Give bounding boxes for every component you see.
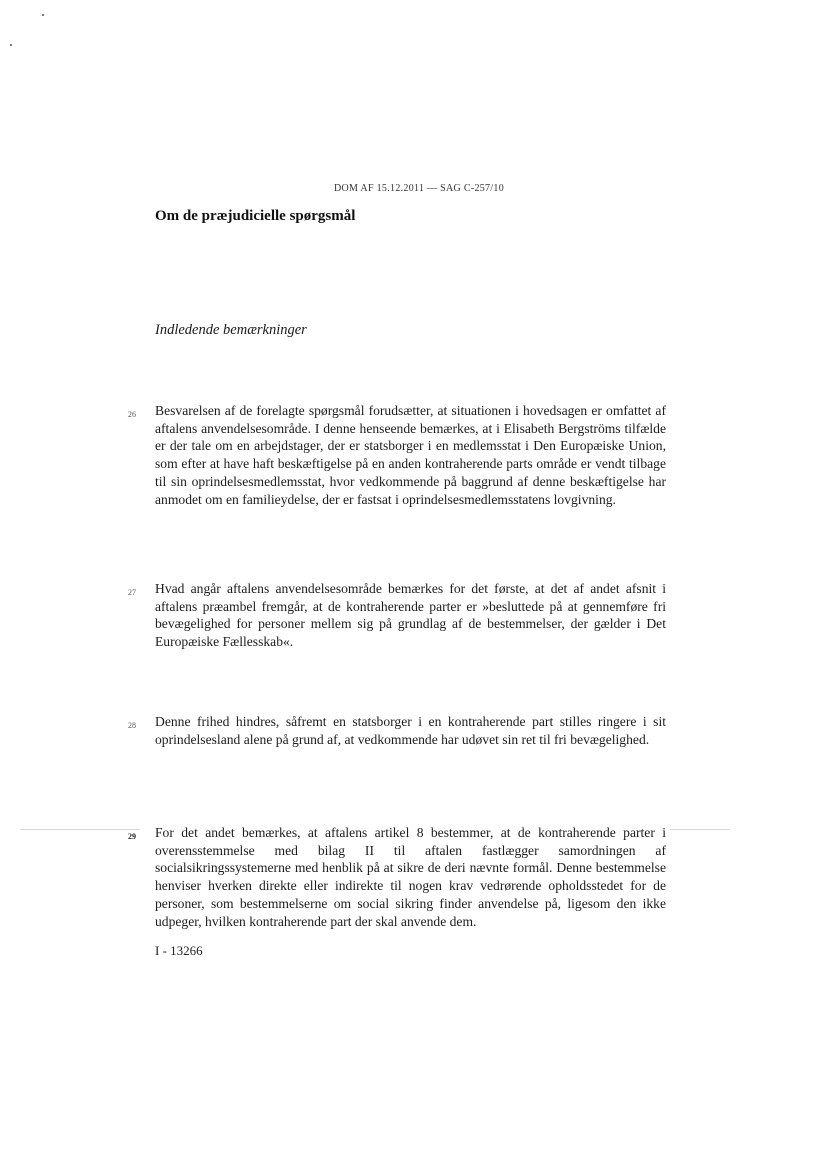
paragraph-number: 27 bbox=[128, 588, 136, 597]
page-number: I - 13266 bbox=[155, 943, 203, 958]
paragraph-text: Hvad angår aftalens anvendelsesområde bemærkes for det første, at det af andet afsnit i aftalens præambel fremgår, at de kontraherende parter er »besluttede på at gennemføre fri bevægelighed for personer mellem sig på grundlag af de bestemmelser, der gælder i Det Europæiske Fællesskab«. bbox=[155, 581, 666, 650]
section-title: Om de præjudicielle spørgsmål bbox=[155, 208, 356, 224]
paragraph-text: Besvarelsen af de forelagte spørgsmål forudsætter, at situationen i hovedsagen er omfattet af aftalens anvendelsesområde. I denne henseende bemærkes, at i Elisabeth Bergströms tilfælde er der tale om en arbejdstager, der er statsborger i en medlemsstat i Den Europæiske Union, som efter at have haft beskæftigelse på en anden kontraherende parts område er vendt tilbage til sin oprindelsesmedlemsstat, hvor vedkommende på baggrund af denne beskæftigelse har anmodet om en familieydelse, der er fastsat i oprindelsesmedlemsstatens lovgivning. bbox=[155, 403, 666, 507]
paragraph-number: 28 bbox=[128, 721, 136, 730]
scan-line bbox=[20, 829, 140, 830]
paragraph-text: For det andet bemærkes, at aftalens artikel 8 bestemmer, at de kontraherende parter i overensstemmelse med bilag II til aftalen fastlægger samordningen af socialsikringssystemerne med henblik på at sikre de deri nævnte formål. Denne bestemmelse henviser hverken direkte eller indirekte til nogen krav vedrørende opholdsstedet for de personer, som bestemmelserne om social sikring finder anvendelse på, ligesom den ikke udpeger, hvilken kontraherende part der skal anvende dem. bbox=[155, 825, 666, 929]
scan-speck bbox=[10, 44, 12, 46]
running-header: DOM AF 15.12.2011 — SAG C-257/10 bbox=[333, 183, 505, 194]
paragraph-number: 26 bbox=[128, 410, 136, 419]
paragraph-text: Denne frihed hindres, såfremt en statsborger i en kontraherende part stilles ringere i sit oprindelsesland alene på grund af, at vedkommende har udøvet sin ret til fri bevægelighed. bbox=[155, 714, 666, 747]
subsection-title: Indledende bemærkninger bbox=[155, 322, 307, 338]
scan-line bbox=[670, 829, 730, 830]
scan-speck bbox=[42, 14, 44, 16]
paragraph-number: 29 bbox=[128, 832, 136, 841]
